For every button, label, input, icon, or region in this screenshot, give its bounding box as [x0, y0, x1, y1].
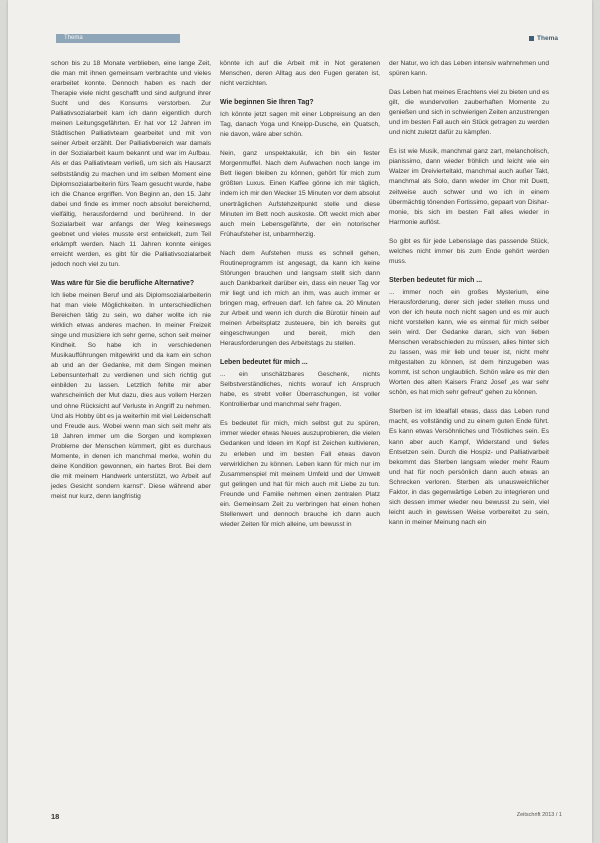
- text-column-2: [220, 59, 380, 539]
- body-paragraph: Ich liebe meinen Beruf und als Diplomsozialarbeiterin hat man viele Möglichkeiten. In unterschiedlichen Bereichen tätig zu sein, wo daher wollte ich nie wirklich etwas anderes machen. In meiner Freizeit singe und musiziere ich sehr gerne, schon seit meiner Kindheit. So habe ich in verschiedenen Musikaufführungen mitgewirkt und da kam ein schon ab und an der Gedanke, mit dem Singen meinen Lebensunterhalt zu verdienen und sich richtig gut einbilden zu lassen. Letztlich fehlte mir aber wahrscheinlich der Mut dazu, dies aus vollem Herzen und ohne Rücksicht auf Verluste in Angriff zu nehmen. Und als Hobby übt es ja weiterhin mit viel Leidenschaft und Freude aus. Wobei wenn man sich seit mehr als 18 Jahren immer um die Sorgen und komplexen Probleme der Menschen kümmert, gibt es durchaus Momente, in denen ich manchmal merke, wohin du deine Kondition gewonnen, ein hartes Brot. Bei dem die mit meinem Handwerk unterstützt, wo Arbeit auf jedes Gesicht sondern karnst“. Diese während aber meist nur kurz, denn langfristig: [51, 291, 211, 500]
- issue-label: Zeitschrift 2013 / 1: [516, 812, 562, 818]
- text-column-3: [389, 59, 549, 537]
- body-paragraph: Ich könnte jetzt sagen mit einer Lobpreisung an den Tag, danach Yoga und Kneipp-Dusche, ein Quatsch, nie davon, wäre aber schön.: [220, 111, 380, 139]
- body-paragraph: ... immer noch ein großes Mysterium, eine Herausforderung, derer sich jeder stellen muss und von der ich heute noch nicht sagen und es mir auch nicht vorstellen kann, wie es einmal für mich selber sein wird. Der Gedanke daran, sich von lieben Menschen verabschieden zu müssen, alles hinter sich zu lassen, was mir lieb und teuer ist, nicht mehr mitgestalten zu können, ist dem hinzugeben was kommt, ist schon unglaublich. Schön wäre es mir den Worten des alten Kaisers Franz Josef „es war sehr schön, es hat mich sehr gefreut“ gehen zu können.: [389, 288, 549, 397]
- question-heading: Wie beginnen Sie Ihren Tag?: [220, 99, 314, 107]
- body-paragraph: Nach dem Aufstehen muss es schnell gehen, Routineprogramm ist angesagt, da kann ich keine Störungen brauchen und langsam stellt sich dann auch Dankbarkeit darüber ein, dass ein neuer Tag vor mir liegt und ich mich an ihm, was auch immer er bringen mag, erfreuen darf. Ich fahre ca. 20 Minuten zur Arbeit und wenn ich durch die Bürotür hinein auf meinen Arbeitsplatz zusteuere, bin ich bereits gut eingeschwungen und bereit, mich den Herausforderungen des Arbeitstags zu stellen.: [220, 249, 380, 348]
- text-column-1: [51, 59, 211, 511]
- page-number: 18: [51, 812, 60, 821]
- body-paragraph: könnte ich auf die Arbeit mit in Not geratenen Menschen, deren Alltag aus den Fugen geraten ist, nicht verzichten.: [220, 60, 380, 88]
- section-header-bar: [56, 34, 180, 43]
- body-paragraph: Nein, ganz unspektakulär, ich bin ein fester Morgenmuffel. Nach dem Aufwachen noch lange im Bett liegen bleiben zu können, gehört für mich zum größten Luxus. Einen Kaffee gönne ich mir täglich, indem ich mir den Wecker 15 Minuten vor dem absolut unerträglichen Aufstehzeitpunkt stelle und diese Minuten im Bett noch auskoste. Oft weckt mich aber auch mein Lebensgefährte, der ein notorischer Frühaufsteher ist, unbarmherzig.: [220, 150, 380, 238]
- body-paragraph: der Natur, wo ich das Leben intensiv wahrnehmen und spüren kann.: [389, 60, 549, 78]
- category-label: Thema: [529, 34, 558, 43]
- question-heading: Leben bedeutet für mich ...: [220, 359, 308, 367]
- section-label: Thema: [64, 35, 83, 41]
- question-heading: Was wäre für Sie die berufliche Alternative?: [51, 279, 195, 287]
- magazine-page: [8, 0, 592, 843]
- body-paragraph: Es ist wie Musik, manchmal ganz zart, melancholisch, pianissimo, dann wieder fröhlich und leicht wie ein Walzer im Dreivierteltakt, manchmal auch außer Takt, manchmal als Solo, dann wieder im Chor mit Duett, zeitweise auch schwer und wo ich in einem übermächtig tönenden Fortissimo, gepaart von Disharmonie, bis sich im besten Fall alles wieder in Harmonie auflöst.: [389, 148, 549, 226]
- body-paragraph: schon bis zu 18 Monate verblieben, eine lange Zeit, die man mit ihnen gemeinsam verbrachte und vieles erarbeitet konnte. Dennoch haben es nach der Therapie viele nicht geschafft und sind aufgrund ihrer Sucht und des Konsums verstorben. Zur Palliativsozialarbeit kam ich dann eigentlich durch meinen Leitungsgefährten. Er hat vor 12 Jahren im Städtischen Palliativteam gearbeitet und mit von seiner Arbeit erzählt. Der Palliativbereich war damals in der Sozialarbeit kaum bekannt und war im Aufbau. Als er das Palliativteam verließ, um sich als Hausarzt selbstständig zu machen und im selben Moment eine Diplomsozialarbeiterin fürs Team gesucht wurde, habe ich die Chance ergriffen. Von Beginn an, den 15. Jahr dabei und finde es immer noch absolut bereichernd, vielfältig, herausfordernd und berührend. In der Sozialarbeit war anfangs der Weg keineswegs geebnet und vieles musste erst entwickelt, zum Teil erkämpft werden. Nach 11 Jahren konnte einiges erreicht werden, es gibt für die Palliativsozialarbeit jedoch noch viel zu tun.: [51, 60, 211, 268]
- body-paragraph: Das Leben hat meines Erachtens viel zu bieten und es gilt, die wundervollen zauberhaften Momente zu genießen und sich in schwierigen Zeiten anzustrengen und im besten Fall auch ein Stück getragen zu werden und nicht zuletzt dafür zu kämpfen.: [389, 89, 549, 137]
- question-heading: Sterben bedeutet für mich ...: [389, 276, 483, 284]
- body-paragraph: So gibt es für jede Lebenslage das passende Stück, welches nicht immer bis zum Ende gehört werden muss.: [389, 237, 549, 265]
- body-paragraph: ... ein unschätzbares Geschenk, nichts Selbstverständliches, nichts worauf ich Anspruch habe, es strebt voller Überraschungen, ist voller Kontrollierbar und manchmal sehr fragen.: [220, 371, 380, 409]
- body-paragraph: Sterben ist im Idealfall etwas, dass das Leben rund macht, es vollständig und zu einem guten Ende führt. Es kann etwas Versöhnliches und Tröstliches sein. Es kann aber auch Kampf, Widerstand und tiefes Entsetzen sein. Durch die Hospiz- und Palliativarbeit bekommt das Sterben langsam wieder mehr Raum und hat für noch persönlich dann auch etwas an Schrecken verloren. Sterben als unausweichlicher Faktor, in das gegenwärtige Leben zu integrieren und sich dessen immer wieder neu bewusst zu sein, viel leicht auch in gewissen Weise vorbereitet zu sein, kann in meiner Meinung nach ein: [389, 408, 549, 526]
- body-paragraph: Es bedeutet für mich, mich selbst gut zu spüren, immer wieder etwas Neues auszuprobieren, die vielen Gedanken und Ideen im Kopf ist Zeichen kultivieren, zu erleben und im besten Fall etwas davon verwirklichen zu können. Leben kann für mich nur im Zusammenspiel mit meinem Umfeld und der Umwelt gut gelingen und hat für mich auch mit Liebe zu tun. Freunde und Familie nehmen einen zentralen Platz ein. Gemeinsam Zeit zu verbringen hat einen hohen Stellenwert und dennoch brauche ich dann auch wieder Zeiten für mich alleine, um bewusst in: [220, 420, 380, 528]
